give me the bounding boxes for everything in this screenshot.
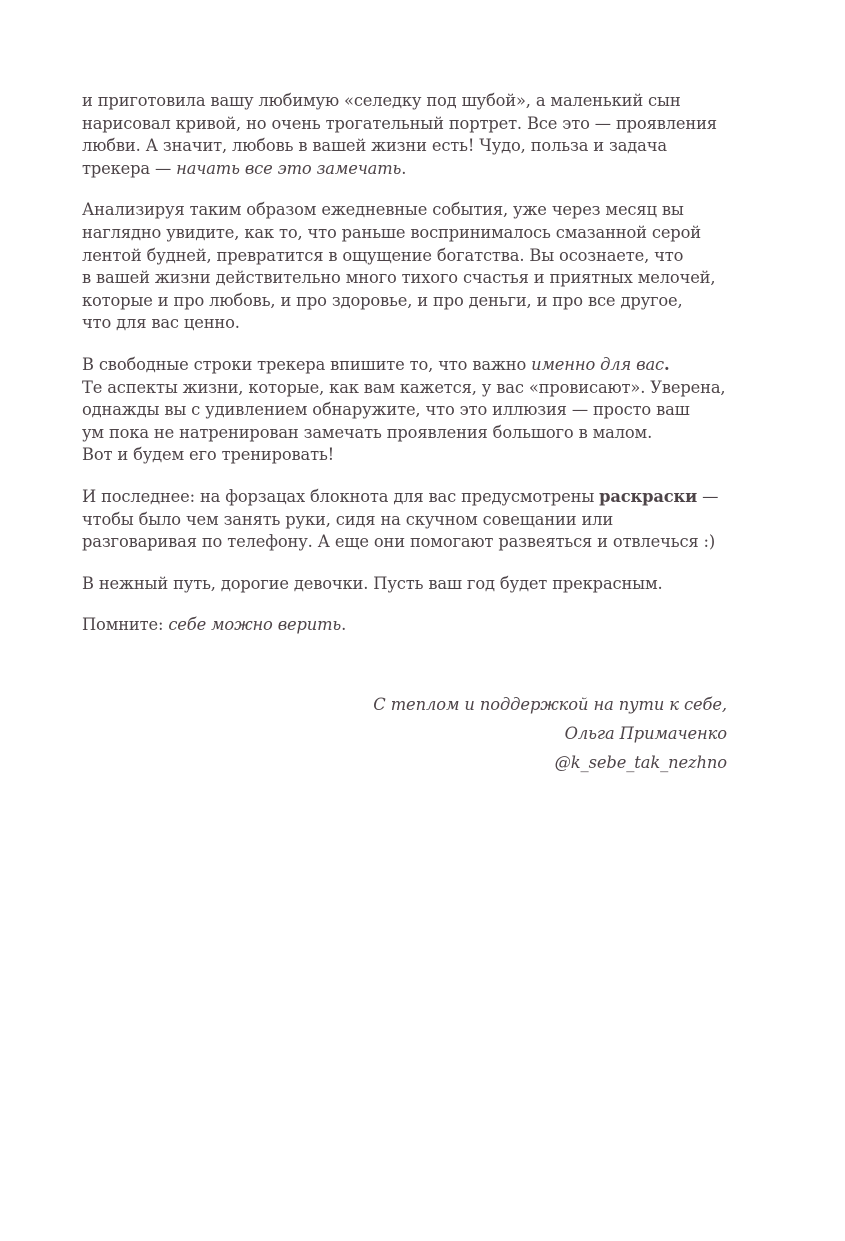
bold-coloring: раскраски [599, 486, 698, 506]
text-line: лентой будней, превратится в ощущение богатства. Вы осознаете, что [82, 245, 684, 265]
text-fragment: . [664, 354, 670, 374]
text-line: разговаривая по телефону. А еще они помогают развеяться и отвлечься :) [82, 532, 716, 552]
emphasis-start-noticing: начать все это замечать [176, 158, 402, 178]
signature-closing: С теплом и поддержкой на пути к себе, [373, 695, 727, 714]
text-line [82, 486, 734, 509]
paragraph-wishes [82, 573, 734, 596]
text-line: однажды вы с удивлением обнаружите, что это иллюзия — просто ваш [82, 400, 690, 420]
text-fragment: — [697, 486, 719, 506]
text-line: наглядно увидите, как то, что раньше воспринималось смазанной серой [82, 222, 701, 242]
text-line: чтобы было чем занять руки, сидя на скучном совещании или [82, 509, 614, 529]
text-fragment: И последнее: на форзацах блокнота для вас предусмотрены [82, 486, 600, 506]
text-line [82, 158, 734, 181]
text-line: Анализируя таким образом ежедневные события, уже через месяц вы [82, 200, 684, 220]
text-fragment: Помните: [82, 615, 169, 635]
paragraph-free-lines [82, 354, 734, 467]
text-fragment: . [341, 615, 347, 635]
text-line: В нежный путь, дорогие девочки. Пусть ваш год будет прекрасным. [82, 573, 663, 593]
text-fragment: В свободные строки трекера впишите то, что важно [82, 354, 532, 374]
emphasis-for-you: именно для вас [531, 354, 665, 374]
text-line: и приготовила вашу любимую «селедку под шубой», а маленький сын [82, 91, 681, 110]
text-line: любви. А значит, любовь в вашей жизни есть! Чудо, польза и задача [82, 136, 667, 156]
text-fragment: . [401, 158, 407, 178]
text-line: которые и про любовь, и про здоровье, и про деньги, и про все другое, [82, 290, 683, 310]
text-line: Те аспекты жизни, которые, как вам кажется, у вас «провисают». Уверена, [82, 377, 726, 397]
paragraph-coloring-pages [82, 486, 734, 554]
page-body [82, 90, 734, 656]
paragraph-analyzing-events [82, 199, 734, 335]
text-line: ум пока не натренирован замечать проявления большого в малом. [82, 422, 653, 442]
text-line: что для вас ценно. [82, 313, 240, 333]
signature-author: Ольга Примаченко [564, 724, 727, 743]
text-line: Вот и будем его тренировать! [82, 445, 335, 465]
text-line: нарисовал кривой, но очень трогательный портрет. Все это — проявления [82, 113, 717, 133]
text-fragment: трекера — [82, 158, 177, 178]
text-line: в вашей жизни действительно много тихого счастья и приятных мелочей, [82, 268, 716, 288]
text-line [82, 354, 734, 377]
paragraph-love-portrait [82, 90, 734, 180]
paragraph-remember [82, 614, 734, 637]
text-line [82, 614, 734, 637]
signature-block [373, 690, 727, 777]
emphasis-trust-yourself: себе можно верить [168, 615, 342, 635]
signature-handle: @k_sebe_tak_nezhno [554, 753, 727, 772]
